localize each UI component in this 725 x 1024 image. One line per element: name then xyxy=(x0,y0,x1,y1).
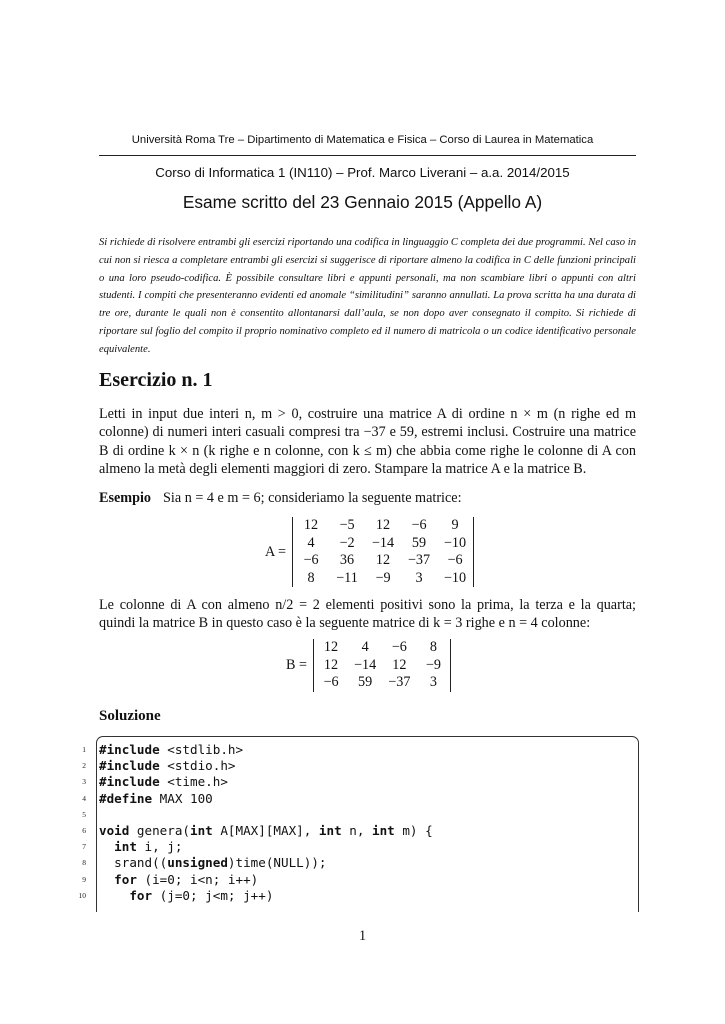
code-line xyxy=(0,791,725,807)
matrix-a-row xyxy=(293,517,474,535)
code-line-text: for (j=0; j<m; j++) xyxy=(129,887,274,903)
matrix-a-cell: 8 xyxy=(307,569,315,586)
code-line-text: for (i=0; i<n; i++) xyxy=(114,871,259,887)
code-line-number: 6 xyxy=(82,825,86,835)
matrix-b-explanation: Le colonne di A con almeno n/2 = 2 elementi positivi sono la prima, la terza e la quarta; quindi la matrice B in questo caso è la seguente matrice di k = 3 righe e n = 4 colonne: xyxy=(99,597,636,632)
example-label: Esempio xyxy=(99,490,152,506)
exercise-statement: Letti in input due interi n, m > 0, costruire una matrice A di ordine n × m (n righe ed m colonne) di numeri interi casuali compresi tra −37 e 59, estremi inclusi. Costruire una matrice B di ordine k × n (k righe e n colonne, con k ≤ m) che abbia come righe le colonne di A con almeno la metà degli elementi maggiori di zero. Stampare la matrice A e la matrice B. xyxy=(99,406,636,477)
code-line-text: void genera(int A[MAX][MAX], int n, int m) { xyxy=(99,822,433,838)
matrix-b-row xyxy=(314,657,451,675)
code-line xyxy=(0,855,725,871)
page-title: Esame scritto del 23 Gennaio 2015 (Appello A) xyxy=(182,192,543,212)
code-line-text: #include <time.h> xyxy=(99,774,228,790)
header-rule xyxy=(99,155,636,156)
matrix-a-cell: 12 xyxy=(375,552,391,568)
code-line-text: #define MAX 100 xyxy=(99,790,213,806)
matrix-a-cell: 36 xyxy=(339,552,355,568)
matrix-a-row xyxy=(293,552,474,570)
code-line-number: 8 xyxy=(82,858,86,868)
page-header: Università Roma Tre – Dipartimento di Matematica e Fisica – Corso di Laurea in Matematica xyxy=(131,134,594,146)
matrix-a-grid xyxy=(292,517,474,587)
matrix-a-cell: 4 xyxy=(307,534,315,551)
matrix-a-cell: 12 xyxy=(375,517,391,533)
matrix-a-cell: −10 xyxy=(443,534,467,551)
matrix-a-row xyxy=(293,535,474,553)
matrix-a-cell: −6 xyxy=(303,552,319,568)
matrix-b-cell: 12 xyxy=(323,656,339,673)
matrix-a-cell: −10 xyxy=(443,569,467,586)
code-line-number: 2 xyxy=(82,761,86,771)
course-line: Corso di Informatica 1 (IN110) – Prof. Marco Liverani – a.a. 2014/2015 xyxy=(155,165,570,180)
matrix-a xyxy=(265,517,474,587)
matrix-b-row xyxy=(314,639,451,657)
matrix-a-cell: 9 xyxy=(451,517,459,533)
code-listing xyxy=(0,742,725,904)
code-line xyxy=(0,888,725,904)
code-line-number: 5 xyxy=(82,809,86,819)
exercise-heading: Esercizio n. 1 xyxy=(99,369,213,391)
matrix-b-cell: 8 xyxy=(429,639,437,655)
code-line xyxy=(0,758,725,774)
matrix-a-cell: −6 xyxy=(411,517,427,533)
solution-heading: Soluzione xyxy=(99,708,161,724)
code-line-text: int i, j; xyxy=(114,839,183,855)
matrix-b-cell: 12 xyxy=(392,656,407,673)
code-line xyxy=(0,839,725,855)
matrix-a-cell: −9 xyxy=(375,569,391,586)
code-line-number: 4 xyxy=(82,793,86,803)
matrix-a-row xyxy=(293,570,474,588)
code-line-number: 9 xyxy=(82,874,86,884)
matrix-b-grid xyxy=(313,639,451,692)
page-number: 1 xyxy=(358,928,367,944)
matrix-b-cell: 3 xyxy=(429,674,437,690)
matrix-b xyxy=(286,639,451,692)
code-line-number: 10 xyxy=(78,890,86,900)
matrix-a-cell: 59 xyxy=(411,534,427,551)
matrix-b-cell: 12 xyxy=(323,639,339,655)
code-line-text: #include <stdio.h> xyxy=(99,758,236,774)
example-text: Sia n = 4 e m = 6; consideriamo la seguente matrice: xyxy=(163,490,462,506)
matrix-b-cell: −37 xyxy=(388,674,411,690)
code-line xyxy=(0,774,725,790)
matrix-b-cell: −6 xyxy=(391,639,407,655)
code-line xyxy=(0,872,725,888)
matrix-b-cell: 4 xyxy=(361,639,369,655)
code-line-text: srand((unsigned)time(NULL)); xyxy=(99,855,327,871)
matrix-b-label: B = xyxy=(286,656,308,673)
matrix-b-cell: −9 xyxy=(425,656,441,673)
matrix-a-cell: −2 xyxy=(339,534,355,551)
code-line-number: 3 xyxy=(82,777,86,787)
code-line-text: #include <stdlib.h> xyxy=(99,742,244,757)
code-line xyxy=(0,807,725,823)
example-line xyxy=(99,490,462,507)
code-line-number: 1 xyxy=(82,745,86,754)
matrix-a-label: A = xyxy=(265,543,287,560)
matrix-a-cell: −11 xyxy=(336,569,358,586)
matrix-a-cell: 12 xyxy=(303,517,319,533)
matrix-a-cell: −5 xyxy=(339,517,355,533)
code-line-number: 7 xyxy=(82,842,86,852)
exam-instructions: Si richiede di risolvere entrambi gli esercizi riportando una codifica in linguaggio C completa dei due programmi. Nel caso in cui non si riesca a completare entrambi gli esercizi si suggerisce di riportare almeno la codifica in C delle funzioni principali o una loro pseudo-codifica. È possibile consultare libri e appunti personali, ma non scambiare libri o appunti con altri studenti. I compiti che presenteranno evidenti ed anomale “similitudini” saranno annullati. La prova scritta ha una durata di tre ore, durante le quali non è consentito allontanarsi dall’aula, se non dopo aver consegnato il compito. Si richiede di riportare sul foglio del compito il proprio nominativo completo ed il numero di matricola o un codice identificativo personale equivalente. xyxy=(99,237,636,355)
matrix-b-cell: −14 xyxy=(354,656,377,673)
matrix-a-cell: 3 xyxy=(415,569,423,586)
matrix-b-cell: 59 xyxy=(358,674,373,690)
matrix-a-cell: −14 xyxy=(371,534,395,551)
matrix-a-cell: −6 xyxy=(447,552,463,568)
code-line xyxy=(0,823,725,839)
matrix-b-cell: −6 xyxy=(323,674,339,690)
matrix-a-cell: −37 xyxy=(407,552,431,568)
code-line xyxy=(0,742,725,758)
matrix-b-row xyxy=(314,674,451,692)
